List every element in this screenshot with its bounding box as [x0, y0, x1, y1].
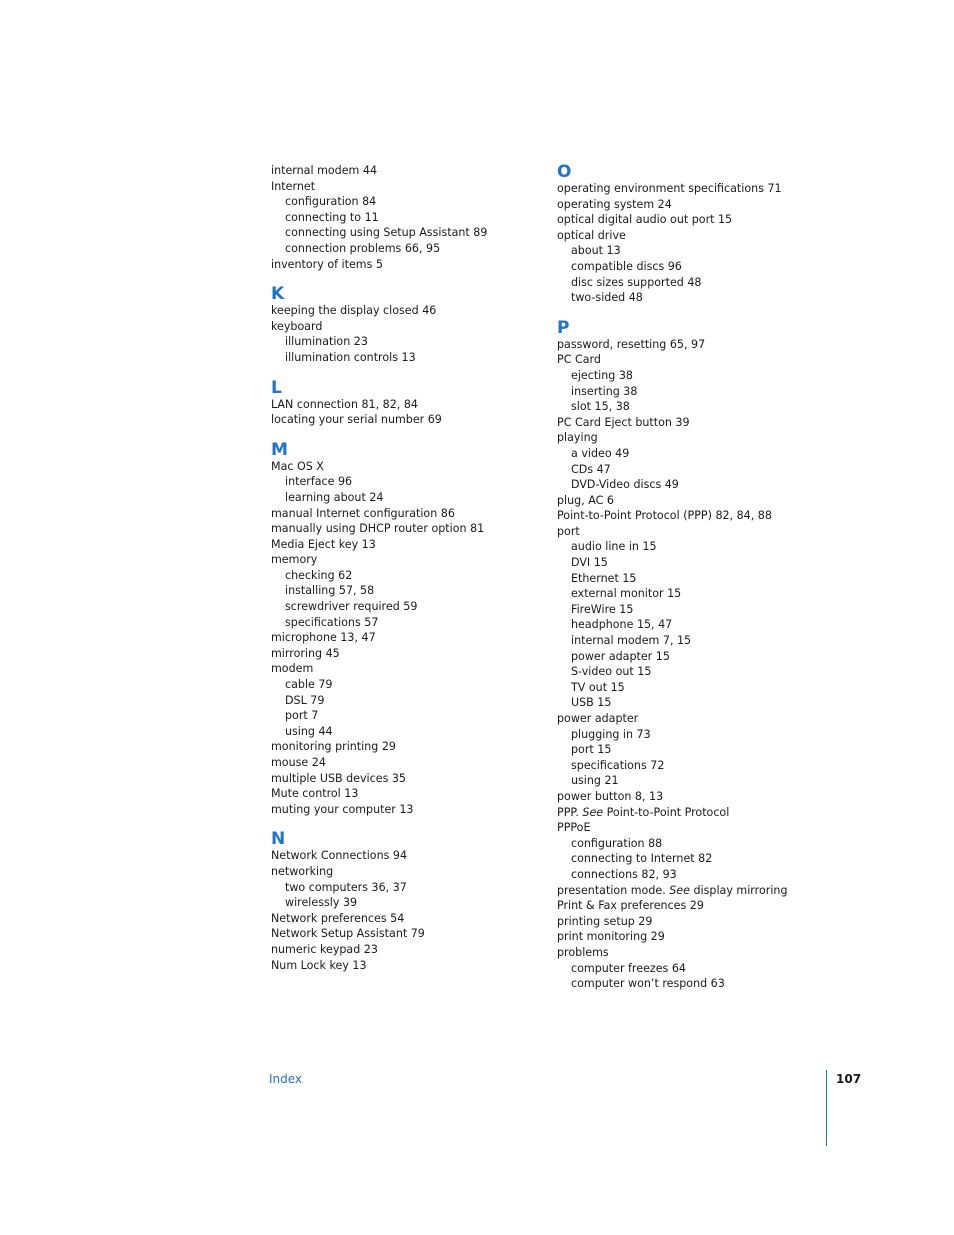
index-entry: Network Connections 94 — [271, 849, 408, 863]
index-entry: Mute control 13 — [271, 787, 359, 801]
index-subentry: illumination controls 13 — [285, 350, 416, 364]
footer-vertical-rule — [826, 1070, 827, 1146]
index-subentry: connections 82, 93 — [571, 867, 677, 881]
index-subentry: computer freezes 64 — [571, 961, 686, 975]
index-entry: internal modem 44 — [271, 164, 378, 177]
index-subentry: internal modem 7, 15 — [571, 634, 692, 648]
index-entry: monitoring printing 29 — [271, 740, 396, 754]
entry-text: presentation mode. — [557, 883, 670, 897]
index-entry: manual Internet configuration 86 — [271, 506, 455, 520]
index-entry: printing setup 29 — [557, 914, 653, 928]
index-column-left — [271, 163, 531, 973]
index-subentry: two-sided 48 — [571, 291, 643, 305]
page-number: 107 — [836, 1072, 862, 1086]
index-subentry: CDs 47 — [571, 462, 611, 476]
index-entry: power button 8, 13 — [557, 789, 664, 803]
index-entry: Internet — [271, 179, 316, 193]
index-subentry: external monitor 15 — [571, 587, 682, 601]
index-entry: Network preferences 54 — [271, 911, 405, 925]
index-entry: mouse 24 — [271, 756, 326, 769]
index-subentry: FireWire 15 — [571, 602, 634, 616]
index-subentry: slot 15, 38 — [571, 400, 630, 414]
index-entry: Point-to-Point Protocol (PPP) 82, 84, 88 — [557, 509, 772, 523]
index-entry: numeric keypad 23 — [271, 942, 378, 956]
index-entry: muting your computer 13 — [271, 802, 414, 816]
index-subentry: learning about 24 — [285, 490, 384, 504]
index-entry: keeping the display closed 46 — [271, 304, 437, 318]
index-entry: inventory of items 5 — [271, 257, 383, 271]
index-entry: print monitoring 29 — [557, 930, 665, 944]
index-entry: plug, AC 6 — [557, 493, 614, 507]
index-subentry: headphone 15, 47 — [571, 618, 673, 632]
index-subentry: configuration 84 — [285, 195, 377, 209]
index-entry: Network Setup Assistant 79 — [271, 927, 425, 941]
index-subentry: installing 57, 58 — [285, 584, 375, 598]
index-subentry: power adapter 15 — [571, 649, 670, 663]
index-entry: password, resetting 65, 97 — [557, 337, 706, 351]
see-reference: See — [669, 883, 690, 897]
index-subentry: illumination 23 — [285, 335, 368, 349]
index-column-right — [557, 163, 817, 992]
index-subentry: inserting 38 — [571, 384, 638, 398]
index-entry: playing — [557, 431, 598, 445]
index-subentry: using 44 — [285, 724, 333, 738]
index-subentry: screwdriver required 59 — [285, 600, 418, 614]
index-subentry: using 21 — [571, 774, 619, 788]
index-subentry: configuration 88 — [571, 836, 663, 850]
index-subentry: DVI 15 — [571, 556, 608, 570]
index-subentry: computer won’t respond 63 — [571, 977, 725, 991]
index-subentry: disc sizes supported 48 — [571, 275, 702, 289]
reference-target: display mirroring — [689, 883, 788, 897]
section-letter-k: K — [271, 284, 285, 305]
index-entry: PPPoE — [557, 821, 591, 835]
index-subentry: specifications 72 — [571, 758, 665, 772]
index-entry: optical digital audio out port 15 — [557, 213, 733, 227]
section-letter-n: N — [271, 829, 286, 850]
index-subentry: connection problems 66, 95 — [285, 241, 441, 255]
index-entry: Mac OS X — [271, 459, 324, 473]
index-entry: port — [557, 524, 580, 538]
section-letter-p: P — [557, 317, 570, 338]
index-entry: multiple USB devices 35 — [271, 771, 406, 785]
index-entry: Print & Fax preferences 29 — [557, 899, 704, 913]
index-subentry: connecting using Setup Assistant 89 — [285, 226, 488, 240]
index-entry: PC Card Eject button 39 — [557, 415, 690, 429]
index-subentry: cable 79 — [285, 678, 333, 692]
section-letter-l: L — [271, 377, 282, 398]
index-entry: Num Lock key 13 — [271, 958, 367, 972]
index-entry: mirroring 45 — [271, 646, 340, 660]
index-entry: power adapter — [557, 712, 639, 725]
footer-section-label: Index — [269, 1072, 303, 1086]
index-subentry: wirelessly 39 — [285, 896, 358, 910]
index-entry: networking — [271, 864, 334, 878]
index-subentry: DVD-Video discs 49 — [571, 478, 679, 492]
index-subentry: compatible discs 96 — [571, 259, 682, 273]
index-entry: modem — [271, 662, 314, 676]
index-subentry: a video 49 — [571, 446, 630, 460]
index-entry: LAN connection 81, 82, 84 — [271, 397, 418, 411]
index-entry: microphone 13, 47 — [271, 631, 376, 645]
index-subentry: checking 62 — [285, 568, 353, 582]
index-entry: memory — [271, 553, 318, 567]
index-subentry: connecting to Internet 82 — [571, 852, 713, 866]
index-subentry: two computers 36, 37 — [285, 880, 407, 894]
index-entry: manually using DHCP router option 81 — [271, 522, 485, 536]
index-entry-cross-reference — [557, 883, 817, 899]
index-subentry: port 15 — [571, 743, 612, 757]
index-subentry: Ethernet 15 — [571, 571, 637, 585]
index-entry: PC Card — [557, 353, 601, 367]
reference-target: Point-to-Point Protocol — [603, 805, 730, 819]
index-subentry: S-video out 15 — [571, 665, 652, 679]
index-subentry: USB 15 — [571, 696, 612, 710]
index-subentry: port 7 — [285, 709, 319, 723]
index-entry: problems — [557, 945, 609, 959]
index-subentry: connecting to 11 — [285, 210, 379, 224]
index-entry: keyboard — [271, 319, 323, 333]
index-entry: Media Eject key 13 — [271, 537, 376, 551]
index-entry-cross-reference — [557, 805, 817, 821]
section-letter-m: M — [271, 439, 288, 460]
index-subentry: DSL 79 — [285, 693, 325, 707]
index-subentry: specifications 57 — [285, 615, 379, 629]
index-subentry: interface 96 — [285, 475, 353, 489]
index-subentry: plugging in 73 — [571, 727, 651, 741]
index-entry: operating system 24 — [557, 197, 672, 211]
section-letter-o: O — [557, 162, 572, 182]
see-reference: See — [582, 805, 604, 819]
index-entry: optical drive — [557, 228, 626, 242]
index-subentry: TV out 15 — [571, 680, 625, 694]
index-subentry: audio line in 15 — [571, 540, 657, 554]
index-subentry: ejecting 38 — [571, 368, 633, 382]
entry-text: PPP. — [557, 805, 583, 819]
index-entry: operating environment specifications 71 — [557, 182, 782, 195]
index-entry: locating your serial number 69 — [271, 413, 442, 427]
index-subentry: about 13 — [571, 244, 621, 258]
